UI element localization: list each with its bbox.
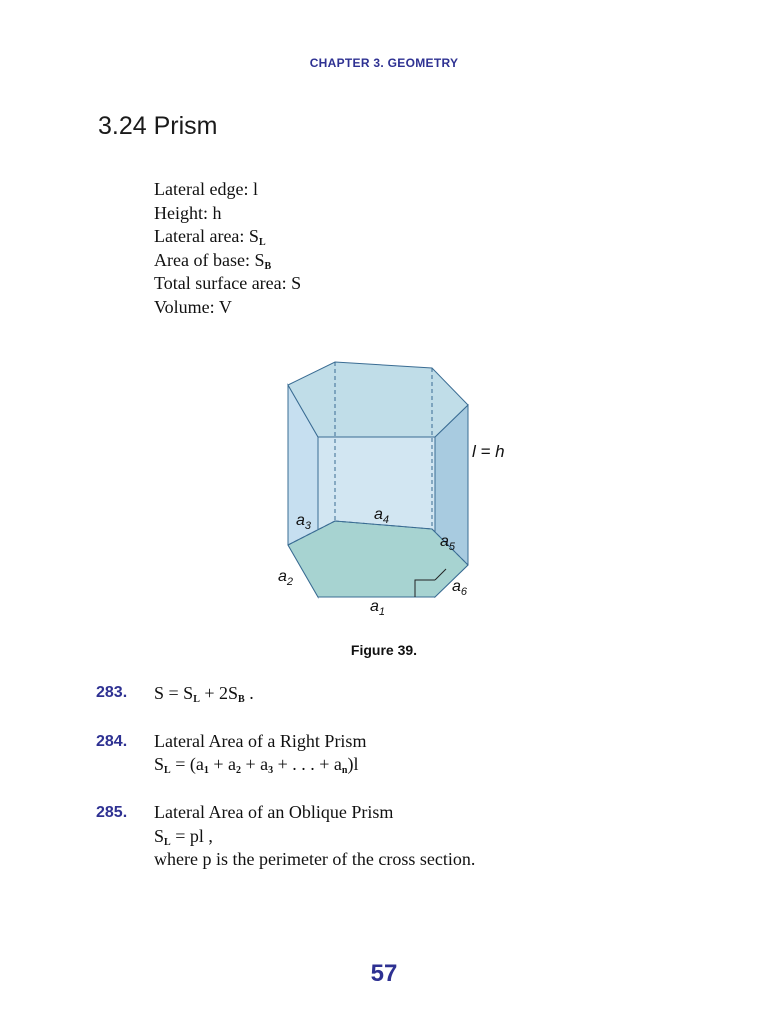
def-volume: Volume: V (154, 296, 232, 317)
formula-283-sub2: B (238, 694, 245, 705)
label-a1-sub: 1 (378, 606, 386, 618)
label-a2-base: a (278, 568, 287, 585)
page-number: 57 (370, 960, 398, 987)
formula-284-part6: )l (347, 754, 359, 774)
label-a5-base: a (440, 533, 449, 550)
formula-283-number: 283. (96, 684, 128, 701)
prism-figure (270, 355, 505, 625)
def-base-area-label: Area of base: (154, 249, 255, 270)
formula-284-part3: + a (208, 754, 236, 774)
def-height: Height: h (154, 202, 222, 223)
formula-283-part1: S = S (154, 683, 194, 703)
formula-284-sub4: 3 (268, 765, 274, 776)
label-a1 (370, 598, 385, 618)
label-a2 (278, 568, 293, 588)
label-a4-sub: 4 (382, 514, 390, 526)
formula-283-part3: . (244, 683, 254, 703)
formula-285 (154, 825, 213, 848)
def-lateral-area-symbol: S (248, 226, 259, 246)
label-a3-base: a (296, 512, 305, 529)
label-a3-sub: 3 (304, 520, 312, 532)
formula-285-part1: S (154, 826, 165, 846)
label-l-equals-h: l = h (472, 442, 505, 461)
def-lateral-area (154, 225, 301, 249)
formula-285-number: 285. (96, 804, 128, 821)
def-base-area-symbol: S (254, 249, 265, 270)
label-a6 (452, 578, 468, 598)
label-a2-sub: 2 (286, 576, 294, 588)
formula-285-sub1: L (164, 837, 171, 848)
def-total-surface: Total surface area: S (154, 273, 302, 293)
def-lateral-area-label: Lateral area: (154, 226, 249, 246)
formula-284-sub5: n (341, 765, 348, 776)
formula-285-note: where p is the perimeter of the cross section. (154, 849, 476, 869)
section-title: 3.24 Prism (98, 112, 218, 140)
label-a5-sub: 5 (448, 541, 456, 553)
prism-top-face (288, 362, 468, 437)
formula-285-title: Lateral Area of an Oblique Prism (154, 802, 394, 822)
formula-283 (154, 682, 254, 705)
formula-283-part2: + 2S (199, 683, 239, 703)
formula-284-part2: = (a (170, 754, 204, 774)
formula-284-sub3: 2 (235, 765, 241, 776)
def-lateral-edge: Lateral edge: l (154, 179, 258, 199)
formula-284 (154, 753, 358, 776)
formula-284-sub1: L (164, 765, 171, 776)
def-base-area (154, 249, 301, 273)
label-a6-base: a (452, 578, 461, 595)
chapter-header: CHAPTER 3. GEOMETRY (309, 56, 459, 70)
label-a4-base: a (374, 506, 383, 523)
def-lateral-area-sub: L (258, 237, 266, 248)
formula-284-sub2: 1 (203, 765, 209, 776)
formula-284-part4: + a (240, 754, 269, 774)
definitions-list (154, 178, 301, 319)
def-base-area-sub: B (264, 260, 272, 272)
label-a1-base: a (370, 598, 379, 615)
formula-284-title: Lateral Area of a Right Prism (154, 731, 367, 751)
formula-284-part5: + . . . + a (273, 754, 342, 774)
formula-283-sub1: L (193, 694, 200, 705)
label-a6-sub: 6 (460, 586, 468, 598)
formula-284-number: 284. (96, 733, 128, 750)
formula-285-part2: = pl , (170, 826, 213, 846)
formula-284-part1: S (154, 754, 165, 774)
figure-caption: Figure 39. (350, 642, 418, 658)
